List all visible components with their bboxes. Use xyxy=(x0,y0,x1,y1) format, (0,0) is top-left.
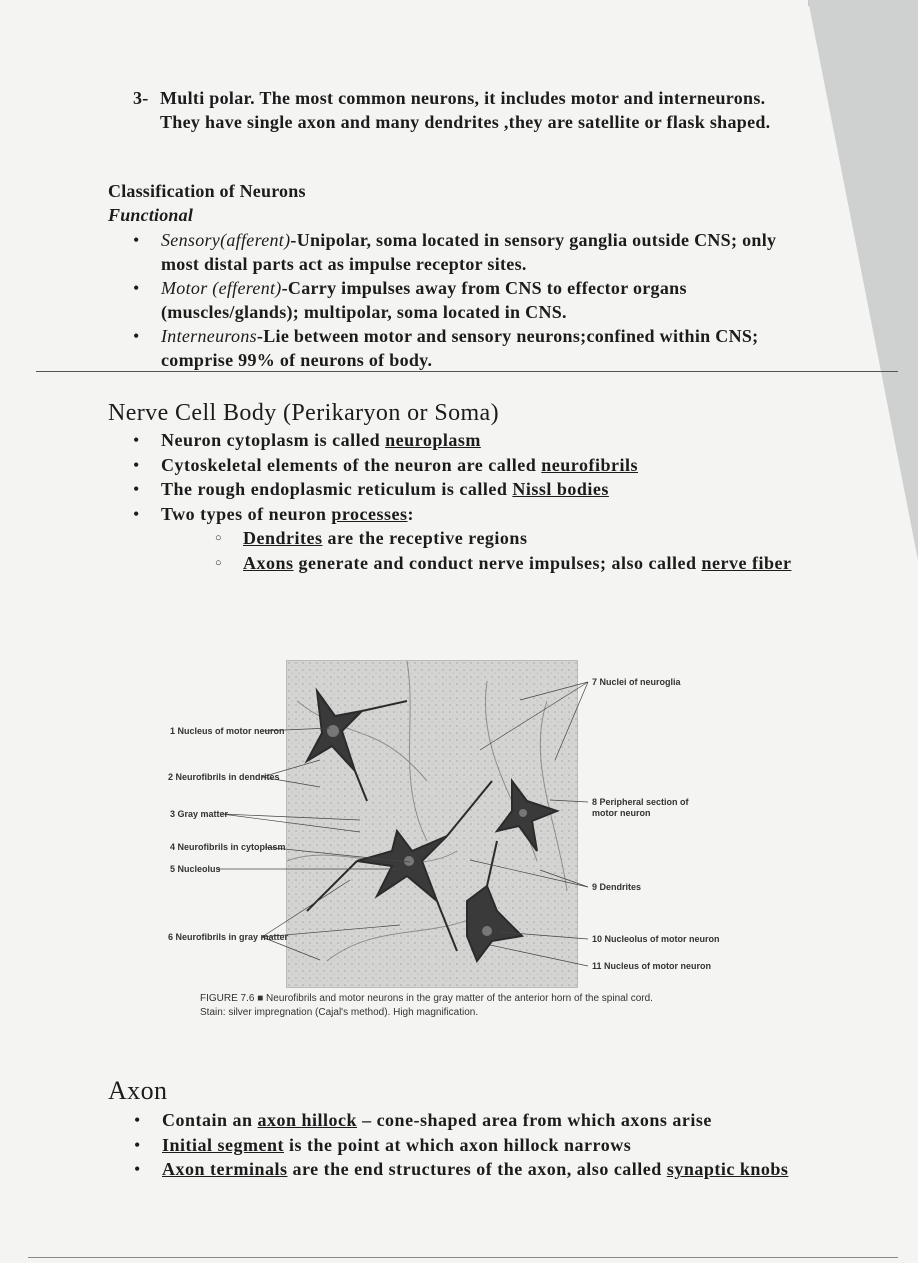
motor-text: -Carry impulses away from CNS to effector organs (muscles/glands); multipolar, soma located in CNS. xyxy=(161,278,687,322)
figure-label: 11 Nucleus of motor neuron xyxy=(592,961,712,971)
figure-label: 9 Dendrites xyxy=(592,882,642,892)
interneurons-text: -Lie between motor and sensory neurons;confined within CNS; comprise 99% of neurons of body. xyxy=(161,326,759,370)
sub-text: are the receptive regions xyxy=(322,528,528,548)
list-item xyxy=(134,1133,814,1158)
term-initial-segment: Initial segment xyxy=(162,1134,284,1155)
nerve-cell-heading: Nerve Cell Body (Perikaryon or Soma) xyxy=(108,400,499,426)
term-nissl-bodies: Nissl bodies xyxy=(512,479,609,499)
figure-label: 2 Neurofibrils in dendrites xyxy=(168,772,280,782)
list-item xyxy=(134,1157,814,1182)
figure-label: 6 Neurofibrils in gray matter xyxy=(168,932,289,942)
sub-text: generate and conduct nerve impulses; also called xyxy=(293,552,702,573)
figure-label: 7 Nuclei of neuroglia xyxy=(592,677,681,687)
axon-list xyxy=(134,1108,814,1182)
bullet-text: Neuron cytoplasm is called xyxy=(161,430,386,450)
term-neurofibrils: neurofibrils xyxy=(541,454,638,475)
multipolar-text: Multi polar. The most common neurons, it includes motor and interneurons. They have single axon and many dendrites ,they are satellite or flask shaped. xyxy=(160,88,771,132)
term-axon-terminals: Axon terminals xyxy=(162,1159,288,1179)
term-neuroplasm: neuroplasm xyxy=(385,430,481,450)
bullet-tail: – cone-shaped area from which axons arise xyxy=(357,1110,712,1130)
term-motor: Motor (efferent) xyxy=(161,278,282,298)
classification-title: Classification of Neurons xyxy=(108,181,306,201)
term-processes: processes xyxy=(331,503,408,524)
figure-label: 1 Nucleus of motor neuron xyxy=(170,726,285,736)
term-synaptic-knobs: synaptic knobs xyxy=(666,1159,789,1179)
sensory-text: -Unipolar, soma located in sensory ganglia outside CNS; only most distal parts act as impulse receptor sites. xyxy=(161,230,777,274)
bullet-text: The rough endoplasmic reticulum is called xyxy=(161,479,513,499)
bullet-tail: : xyxy=(407,503,415,524)
bullet-text: is the point at which axon hillock narrows xyxy=(284,1134,632,1155)
term-axon-hillock: axon hillock xyxy=(257,1110,358,1130)
axon-heading: Axon xyxy=(108,1076,168,1105)
caption-line: Stain: silver impregnation (Cajal's method). High magnification. xyxy=(200,1007,479,1018)
figure-label: 5 Nucleolus xyxy=(170,864,221,874)
term-dendrites: Dendrites xyxy=(243,528,323,548)
figure-caption xyxy=(200,992,720,1020)
term-axons: Axons xyxy=(243,552,294,573)
bullet-text: Contain an xyxy=(162,1110,258,1130)
item-number: 3- xyxy=(133,88,149,108)
figure-label: 3 Gray matter xyxy=(170,809,229,819)
term-nerve-fiber: nerve fiber xyxy=(701,552,792,573)
bullet-text: Two types of neuron xyxy=(161,503,332,524)
caption-line: FIGURE 7.6 ■ Neurofibrils and motor neurons in the gray matter of the anterior horn of the spinal cord. xyxy=(200,993,653,1004)
figure-label: 8 Peripheral section of motor neuron xyxy=(592,797,689,818)
term-interneurons: Interneurons xyxy=(161,326,257,346)
list-item xyxy=(134,1108,814,1133)
bullet-text: Cytoskeletal elements of the neuron are called xyxy=(161,454,542,475)
term-sensory: Sensory(afferent) xyxy=(161,230,291,250)
functional-subtitle: Functional xyxy=(108,205,194,225)
figure-label: 4 Neurofibrils in cytoplasm xyxy=(170,842,286,852)
page-bottom-edge xyxy=(28,1257,898,1258)
figure-label: 10 Nucleolus of motor neuron xyxy=(592,934,720,944)
bullet-text: are the end structures of the axon, also called xyxy=(287,1159,667,1179)
